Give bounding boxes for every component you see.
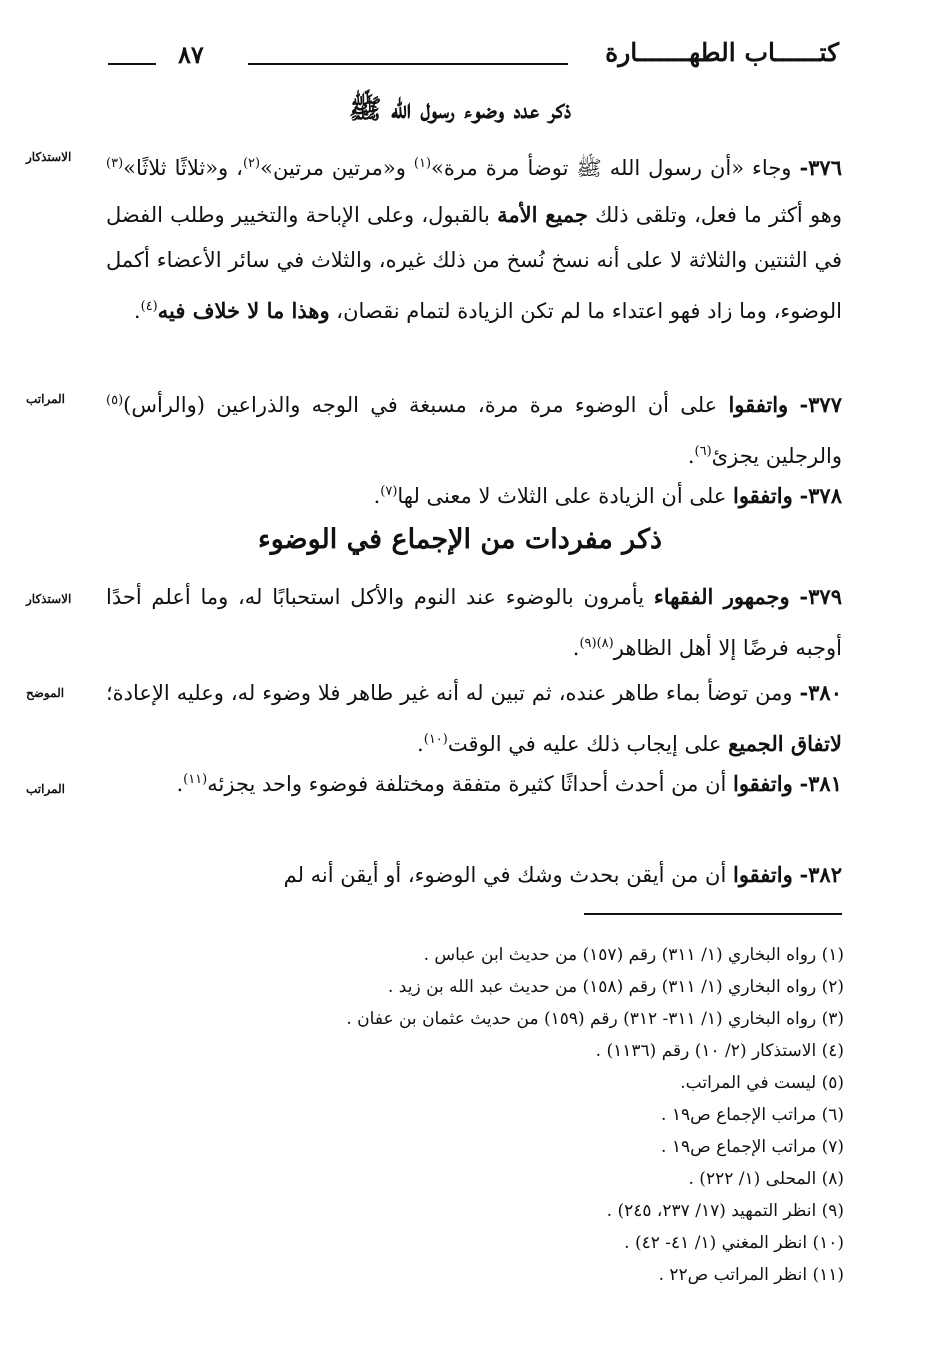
source-label: الموضح <box>26 686 65 700</box>
text-run: على إيجاب ذلك عليه في الوقت <box>447 731 729 756</box>
text-run: . <box>176 772 184 796</box>
page-number: ٨٧ <box>178 40 204 69</box>
section-heading: ذكر عدد وضوء رسول الله ﷺ <box>348 94 572 125</box>
text-run: بالقبول، وعلى الإباحة والتخيير وطلب الفضل في الثنتين والثلاثة لا على أنه نسخ نُسخ من ذلك غيره، والثلاث في سائر الأعضاء أكمل الوضوء، وما زاد فهو اعتداء ما لم تكن الزيادة لتمام نقصان، <box>106 202 842 323</box>
footnote-ref[interactable]: (٢) <box>242 156 261 171</box>
bold-text: جميع الأمة <box>497 201 588 227</box>
footnote-ref[interactable]: (٣) <box>106 156 124 171</box>
text-run: أن من أحدث أحداثًا كثيرة متفقة ومختلفة فوضوء واحد يجزئه <box>207 772 733 796</box>
header-rule <box>248 63 568 65</box>
text-run: . <box>572 635 580 660</box>
text-run: . <box>373 484 381 508</box>
paragraph-number: ٣٨٠- <box>799 680 842 705</box>
text-run: . <box>687 443 695 468</box>
paragraph-number: ٣٧٧- <box>799 392 842 417</box>
text-run: . <box>133 298 141 323</box>
footnote: (٩) انظر التمهيد (١٧/ ٢٣٧، ٢٤٥) . <box>606 1201 844 1221</box>
footnote-ref[interactable]: (١١) <box>183 772 208 787</box>
footnote-ref[interactable]: (٦) <box>694 443 712 459</box>
text-run: والرجلين يجزئ <box>711 443 842 468</box>
bold-text: لاتفاق الجميع <box>728 730 842 756</box>
footnote-ref[interactable]: (١) <box>413 156 432 171</box>
paragraph-378 <box>106 469 842 520</box>
paragraph-number: ٣٧٦- <box>799 155 842 180</box>
text-run: ومن توضأ بماء طاهر عنده، ثم تبين له أنه غير طاهر فلا وضوء له، وعليه الإعادة؛ <box>106 681 793 705</box>
footnote-ref[interactable]: (٥) <box>106 393 124 408</box>
footnote: (١) رواه البخاري (١/ ٣١١) رقم (١٥٧) من حديث ابن عباس . <box>423 945 844 965</box>
paragraph-380 <box>106 670 842 767</box>
text-run: و«مرتين مرتين» <box>260 156 414 180</box>
text-run: على أن الوضوء مرة مرة، مسبغة في الوجه والذراعين (والرأس) <box>123 393 729 417</box>
source-label: المراتب <box>26 782 66 796</box>
source-label: الاستذكار <box>26 592 72 606</box>
running-header-title: كتــــــاب الطهـــــــارة <box>605 38 839 67</box>
source-label: المراتب <box>26 392 66 406</box>
text-run: وهو أكثر ما فعل، وتلقى ذلك <box>587 202 843 227</box>
text-run: . <box>417 731 424 756</box>
paragraph-377 <box>106 378 842 479</box>
footnote-ref[interactable]: (٩) <box>579 635 597 651</box>
footnote-separator <box>584 913 842 915</box>
bold-text: واتفقوا <box>733 771 793 796</box>
paragraph-376 <box>106 141 842 334</box>
footnote: (٣) رواه البخاري (١/ ٣١١- ٣١٢) رقم (١٥٩) من حديث عثمان بن عفان . <box>346 1009 844 1029</box>
footnote: (٥) ليست في المراتب. <box>680 1073 844 1093</box>
footnote: (٤) الاستذكار (٢/ ١٠) رقم (١١٣٦) . <box>595 1041 844 1061</box>
footnote: (١٠) انظر المغني (١/ ٤١- ٤٢) . <box>624 1233 844 1253</box>
paragraph-number: ٣٨٢- <box>799 862 842 887</box>
bold-text: واتفقوا <box>728 392 789 417</box>
text-run: على أن الزيادة على الثلاث لا معنى لها <box>397 484 733 508</box>
paragraph-number: ٣٨١- <box>799 771 842 796</box>
paragraph-382 <box>106 852 842 899</box>
header-rule-short <box>108 63 156 65</box>
bold-text: وجمهور الفقهاء <box>653 584 790 609</box>
bold-text: واتفقوا <box>733 483 793 508</box>
text-run: وجاء «أن رسول الله ﷺ توضأ مرة مرة» <box>431 156 792 180</box>
footnote: (١١) انظر المراتب ص٢٢ . <box>658 1265 844 1285</box>
paragraph-number: ٣٧٨- <box>799 483 842 508</box>
footnote-ref[interactable]: (٨) <box>596 635 614 651</box>
paragraph-number: ٣٧٩- <box>799 584 842 609</box>
text-run: يأمرون بالوضوء عند النوم والأكل استحبابًا له، وما أعلم أحدًا أوجبه فرضًا إلا أهل الظاهر <box>106 585 842 660</box>
footnote-ref[interactable]: (٧) <box>380 484 398 499</box>
footnote-ref[interactable]: (٤) <box>140 298 158 314</box>
footnote: (٦) مراتب الإجماع ص١٩ . <box>661 1105 844 1125</box>
source-label: الاستذكار <box>26 150 72 164</box>
section-heading: ذكر مفردات من الإجماع في الوضوء <box>258 524 662 555</box>
footnote-ref[interactable]: (١٠) <box>423 731 448 747</box>
paragraph-379 <box>106 574 842 671</box>
paragraph-381 <box>106 757 842 808</box>
footnote: (٨) المحلى (١/ ٢٢٢) . <box>688 1169 844 1189</box>
footnote: (٧) مراتب الإجماع ص١٩ . <box>661 1137 844 1157</box>
text-run: أن من أيقن بحدث وشك في الوضوء، أو أيقن أنه لم <box>283 863 733 887</box>
bold-text: وهذا ما لا خلاف فيه <box>157 297 330 323</box>
text-run: ، و«ثلاثًا ثلاثًا» <box>123 156 243 180</box>
bold-text: واتفقوا <box>733 862 793 887</box>
footnote: (٢) رواه البخاري (١/ ٣١١) رقم (١٥٨) من حديث عبد الله بن زيد . <box>388 977 844 997</box>
